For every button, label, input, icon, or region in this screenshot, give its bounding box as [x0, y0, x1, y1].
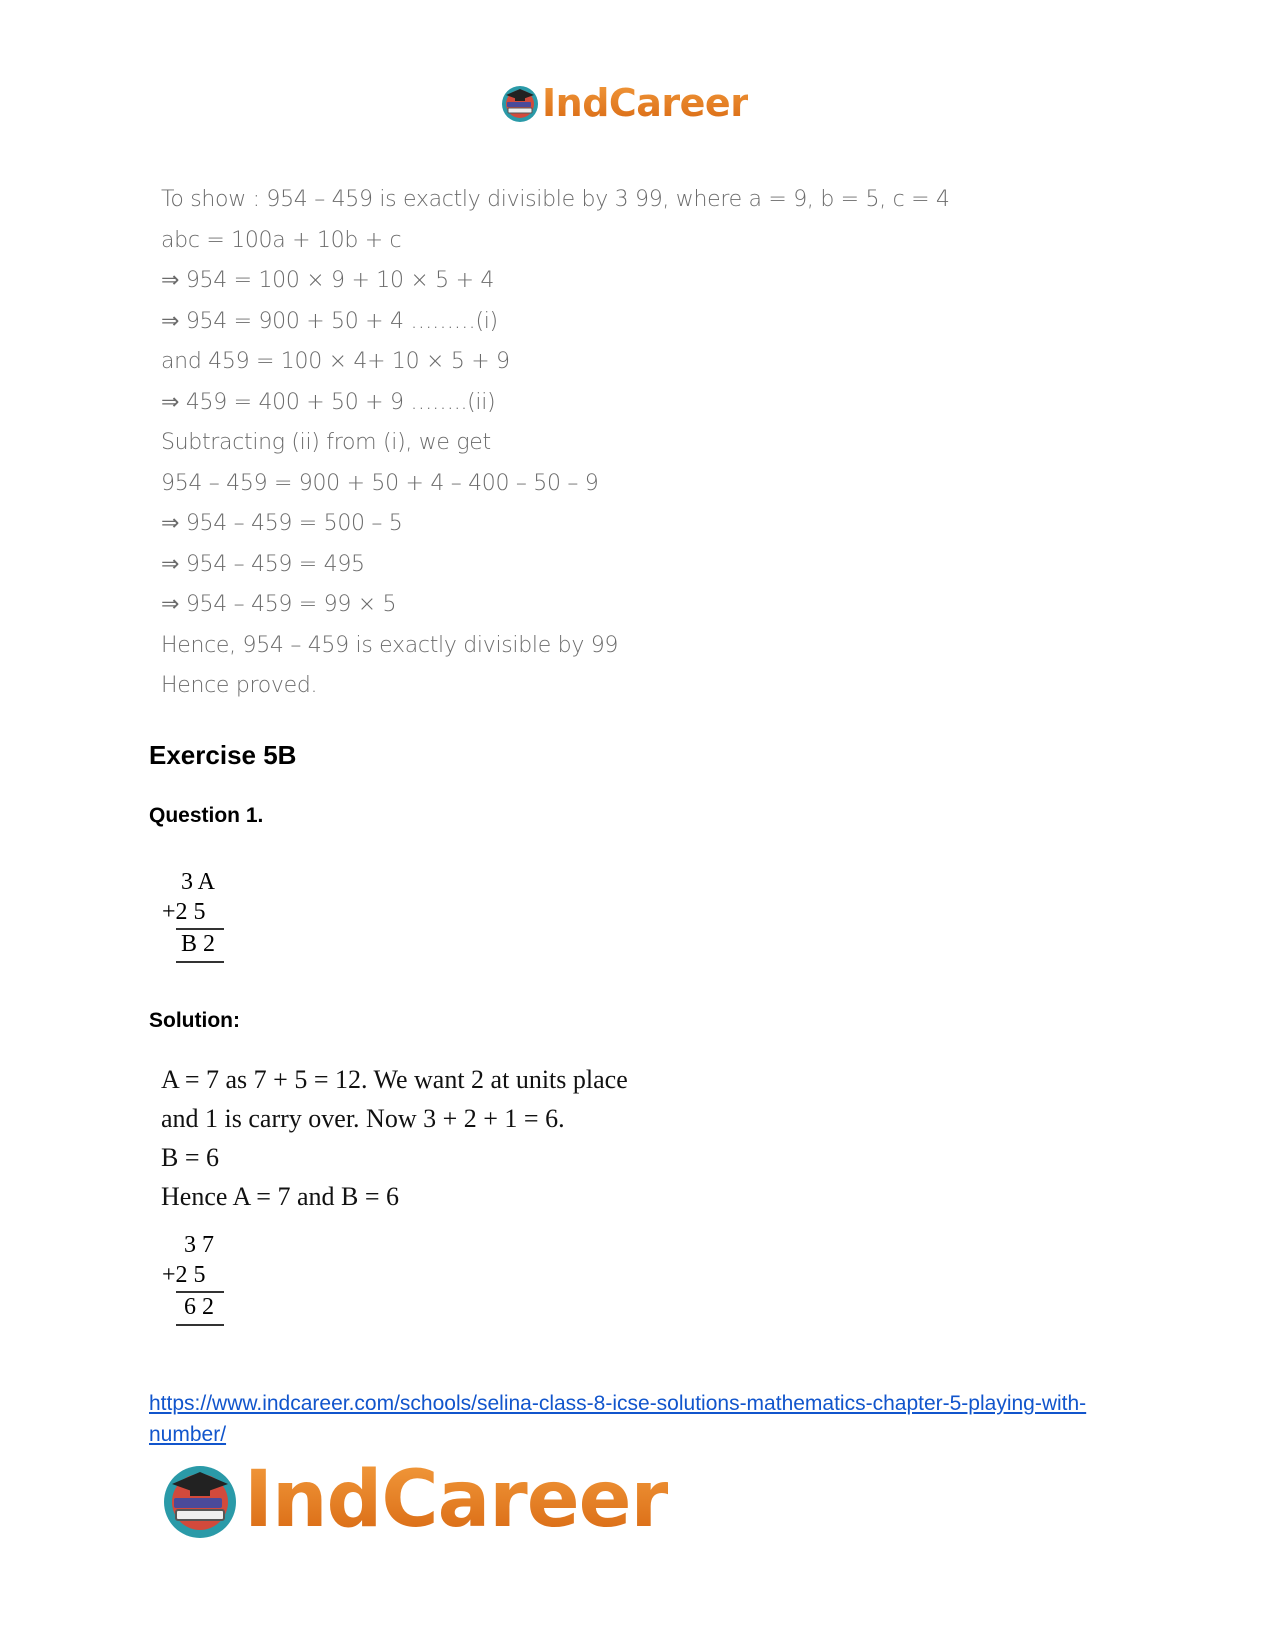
proof-line: ⇒ 954 = 100 × 9 + 10 × 5 + 4 [161, 268, 495, 293]
proof-line: Hence proved. [161, 673, 318, 698]
proof-line: ⇒ 459 = 400 + 50 + 9 ……..(ii) [161, 389, 496, 415]
logo-text: IndCareer [244, 1455, 668, 1545]
logo-text: IndCareer [542, 81, 749, 125]
solution-line: B = 6 [161, 1143, 220, 1172]
solution-text [161, 1060, 628, 1216]
addend-row: 3 7 [184, 1232, 214, 1258]
addend-row: +2 5 [162, 1262, 206, 1288]
proof-line: Hence, 954 – 459 is exactly divisible by 99 [161, 632, 619, 658]
addend-row: 3 A [181, 869, 216, 895]
proof-line: Subtracting (ii) from (i), we get [161, 430, 491, 455]
proof-line: ⇒ 954 – 459 = 495 [161, 551, 365, 577]
proof-line: 954 – 459 = 900 + 50 + 4 – 400 – 50 – 9 [161, 470, 599, 496]
solution-addition [160, 1231, 230, 1331]
proof-line: and 459 = 100 × 4+ 10 × 5 + 9 [161, 349, 510, 374]
proof-line: abc = 100a + 10b + c [161, 227, 402, 253]
sum-underline [176, 961, 224, 963]
proof-line: ⇒ 954 = 900 + 50 + 4 ………(i) [161, 308, 498, 334]
sum-underline [176, 1324, 224, 1326]
proof-block [161, 180, 950, 707]
graduation-cap-books-icon [500, 83, 540, 123]
source-link[interactable]: https://www.indcareer.com/schools/selina-class-8-icse-solutions-mathematics-chapter-5-playing-with-number/ [149, 1392, 1087, 1446]
graduation-cap-books-icon [160, 1460, 240, 1540]
addend-row: +2 5 [162, 899, 206, 925]
solution-line: Hence A = 7 and B = 6 [161, 1182, 400, 1211]
sum-row: B 2 [181, 931, 216, 957]
proof-line: To show : 954 – 459 is exactly divisible by 3 99, where a = 9, b = 5, c = 4 [161, 187, 950, 212]
proof-line: ⇒ 954 – 459 = 500 – 5 [161, 511, 403, 536]
header-logo [500, 80, 748, 126]
footer-logo [160, 1455, 668, 1545]
question-addition [160, 868, 230, 968]
sum-row: 6 2 [184, 1294, 214, 1320]
solution-line: A = 7 as 7 + 5 = 12. We want 2 at units place [161, 1065, 628, 1094]
exercise-heading: Exercise 5B [149, 740, 297, 770]
solution-line: and 1 is carry over. Now 3 + 2 + 1 = 6. [161, 1104, 565, 1133]
solution-label: Solution: [149, 1009, 240, 1032]
question-label: Question 1. [149, 804, 264, 827]
proof-line: ⇒ 954 – 459 = 99 × 5 [161, 592, 397, 617]
